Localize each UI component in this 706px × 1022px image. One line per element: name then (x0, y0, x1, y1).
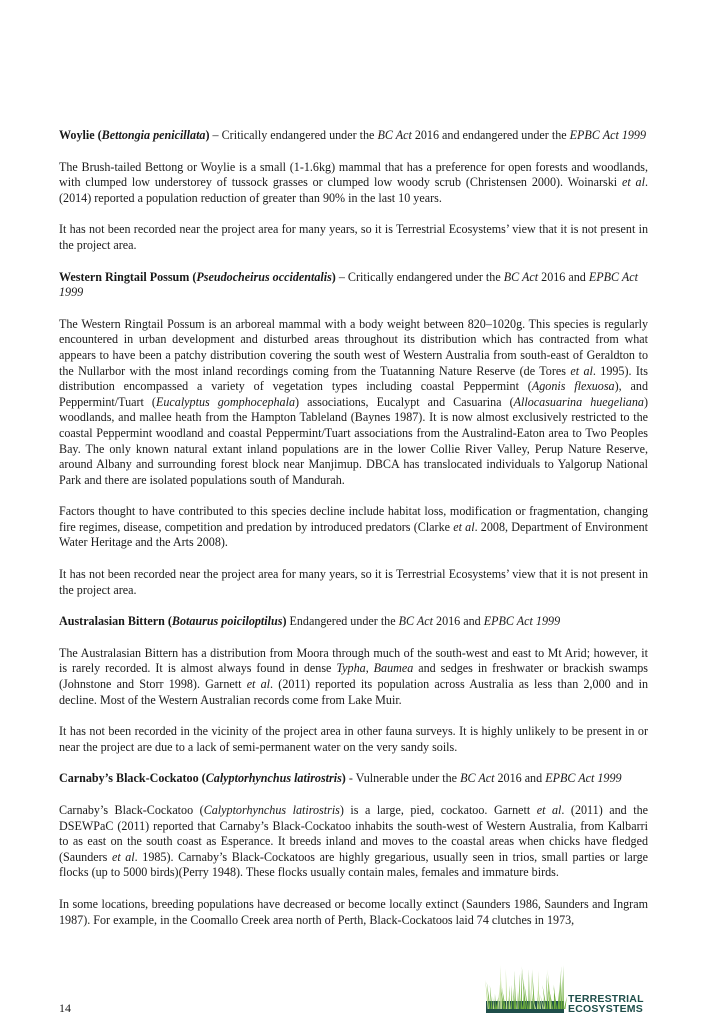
species-heading (59, 128, 648, 144)
species-heading (59, 614, 648, 630)
text-run: ) (205, 128, 210, 142)
text-run: It has not been recorded in the vicinity of the project area in other fauna surveys. It is highly unlikely to be present in or near the project are due to a lack of semi-permanent water on the very sandy soils. (59, 724, 648, 754)
logo-line-2: ECOSYSTEMS (568, 1003, 643, 1015)
text-run: Calyptorhynchus latirostris (203, 803, 340, 817)
text-run: Bettongia penicillata (101, 128, 206, 142)
body-paragraph (59, 160, 648, 207)
document-body (59, 128, 648, 944)
text-run: ), and Peppermint/Tuart ( (59, 379, 648, 409)
species-heading (59, 771, 648, 787)
text-run: EPBC Act 1999 (59, 269, 639, 300)
text-run: The Australasian Bittern has a distribution from Moora through much of the south-west and east to Mt Arid; however, it is rarely recorded. It is almost always found in dense (59, 645, 648, 676)
text-run: EPBC Act 1999 (545, 771, 622, 786)
text-run: et al (453, 519, 475, 534)
logo-text (568, 994, 644, 1014)
text-run: BC Act (377, 128, 412, 142)
text-run: ) is a large, pied, cockatoo. Garnett (339, 803, 537, 817)
text-run: ) woodlands, and mallee heath from the Hampton Tableland (Baynes 1987). It is now almost exclusively restricted to the coastal Peppermint woodland and coastal Peppermint/Tuart associations from the Australind-Eaton area to Two Peoples Bay. The only known natural extant inland populations are in the lower Collie River Valley, Perup Nature Reserve, around Albany and surrounding forest block near Manjimup. DBCA has translocated individuals to Yalgorup National Park and there are isolated populations south of Mandurah. (59, 394, 648, 487)
grass-blade (514, 970, 516, 1009)
grass-blade (562, 965, 563, 1009)
text-run: . (2011) reported its population across Australia as less than 2,000 and in decline. Most of the Western Australian records come from Lake Muir. (59, 677, 648, 707)
text-run: Endangered under the (286, 614, 399, 629)
text-run: et al (111, 849, 135, 864)
text-run: . (2014) reported a population reduction of greater than 90% in the last 10 years. (59, 175, 648, 205)
text-run: et al (246, 677, 271, 692)
text-run: 2016 and endangered under the (411, 128, 570, 142)
grass-blade (564, 996, 567, 1009)
text-run: It has not been recorded near the project area for many years, so it is Terrestrial Ecosystems’ view that it is not present in the project area. (59, 567, 648, 597)
text-run: ) (331, 269, 336, 284)
grass-blade (511, 985, 512, 1009)
text-run: EPBC Act 1999 (483, 614, 561, 629)
text-run: 2016 and (538, 269, 589, 284)
text-run: Eucalyptus gomphocephala (155, 394, 296, 409)
text-run: Typha (336, 661, 366, 676)
text-run: et al (570, 363, 593, 378)
body-paragraph (59, 803, 648, 881)
text-run: . (2011) and the DSEWPaC (2011) reported that Carnaby’s Black-Cockatoo inhabits the south-west of Western Australia, from Kalbarri to as east on the south coast as Esperance. It breeds inland and moves to the coastal areas when chicks have fledged (Saunders (59, 803, 648, 864)
text-run: , (365, 661, 374, 676)
text-run: Botaurus poiciloptilus (171, 614, 283, 629)
text-run: 2016 and (433, 614, 484, 629)
text-run: . 2008, Department of Environment Water Heritage and the Arts 2008). (59, 519, 648, 550)
text-run: 2016 and (494, 771, 546, 786)
text-run: Factors thought to have contributed to this species decline include habitat loss, modification or fragmentation, changing fire regimes, disease, competition and predation by introduced predators (Clarke (59, 504, 648, 534)
text-run: Agonis flexuosa (531, 379, 615, 394)
company-logo (484, 963, 652, 1015)
body-paragraph (59, 646, 648, 708)
text-run: EPBC Act 1999 (569, 128, 647, 142)
text-run: Australasian Bittern ( (59, 614, 172, 629)
body-paragraph (59, 317, 648, 489)
text-run: The Western Ringtail Possum is an arboreal mammal with a body weight between 820–1020g. This species is regularly encountered in urban development and disturbed areas throughout its distribution which has contracted from what appears to have been a patchy distribution covering the south west of Western Australia from south-east of Geraldton to the Nullarbor with the most inland recordings coming from the Tuatanning Nature Reserve (de Tores (59, 316, 648, 378)
text-run: Western Ringtail Possum ( (59, 269, 197, 284)
text-run: Carnaby’s Black-Cockatoo ( (59, 771, 206, 786)
text-run: Allocasuarina huegeliana (513, 394, 644, 409)
logo-line-1: TERRESTRIAL (568, 993, 644, 1005)
text-run: Woylie ( (59, 128, 102, 142)
text-run: In some locations, breeding populations have decreased or become locally extinct (Saunders 1986, Saunders and Ingram 1987). For example, in the Coomallo Creek area north of Perth, Black-Cockatoos laid 74 clutches in 1973, (59, 896, 648, 927)
text-run: – Critically endangered under the (209, 128, 378, 142)
text-run: Baumea (373, 661, 414, 676)
text-run: - Vulnerable under the (345, 771, 461, 786)
text-run: It has not been recorded near the project area for many years, so it is Terrestrial Ecosystems’ view that it is not present in the project area. (59, 222, 648, 252)
text-run: et al (621, 175, 645, 190)
grass-blade (516, 991, 517, 1009)
body-paragraph (59, 567, 648, 598)
body-paragraph (59, 897, 648, 928)
text-run: – Critically endangered under the (335, 269, 504, 284)
text-run: BC Act (398, 614, 434, 629)
text-run: and sedges in freshwater or brackish swamps (Johnstone and Storr 1998). Garnett (59, 661, 648, 692)
text-run: . 1985). Carnaby’s Black-Cockatoos are highly gregarious, usually seen in trios, small parties or large flocks (up to 5000 birds)(Perry 1948). These flocks usually contain males, females and immature birds. (59, 849, 648, 880)
text-run: Calyptorhynchus latirostris (205, 771, 342, 786)
text-run: . 1995). Its distribution encompassed a variety of vegetation types including coastal Peppermint ( (59, 363, 648, 394)
text-run: Carnaby’s Black-Cockatoo ( (59, 803, 204, 817)
text-run: BC Act (503, 269, 539, 284)
text-run: ) associations, Eucalypt and Casuarina ( (295, 394, 514, 409)
text-run: ) (282, 614, 287, 629)
text-run: ) (341, 771, 346, 786)
species-heading (59, 270, 648, 301)
text-run: Pseudocheirus occidentalis (196, 269, 332, 284)
body-paragraph (59, 222, 648, 253)
grass-blade (499, 980, 500, 1009)
grass-blade (528, 969, 529, 1009)
text-run: BC Act (460, 771, 495, 786)
page-number: 14 (59, 1001, 71, 1015)
text-run: The Brush-tailed Bettong or Woylie is a small (1-1.6kg) mammal that has a preference for open forests and woodlands, with clumped low understorey of tussock grasses or clumped low woody scrub (Christensen 2000). Woinarski (59, 159, 648, 190)
text-run: et al (536, 803, 562, 817)
body-paragraph (59, 504, 648, 551)
body-paragraph (59, 724, 648, 755)
